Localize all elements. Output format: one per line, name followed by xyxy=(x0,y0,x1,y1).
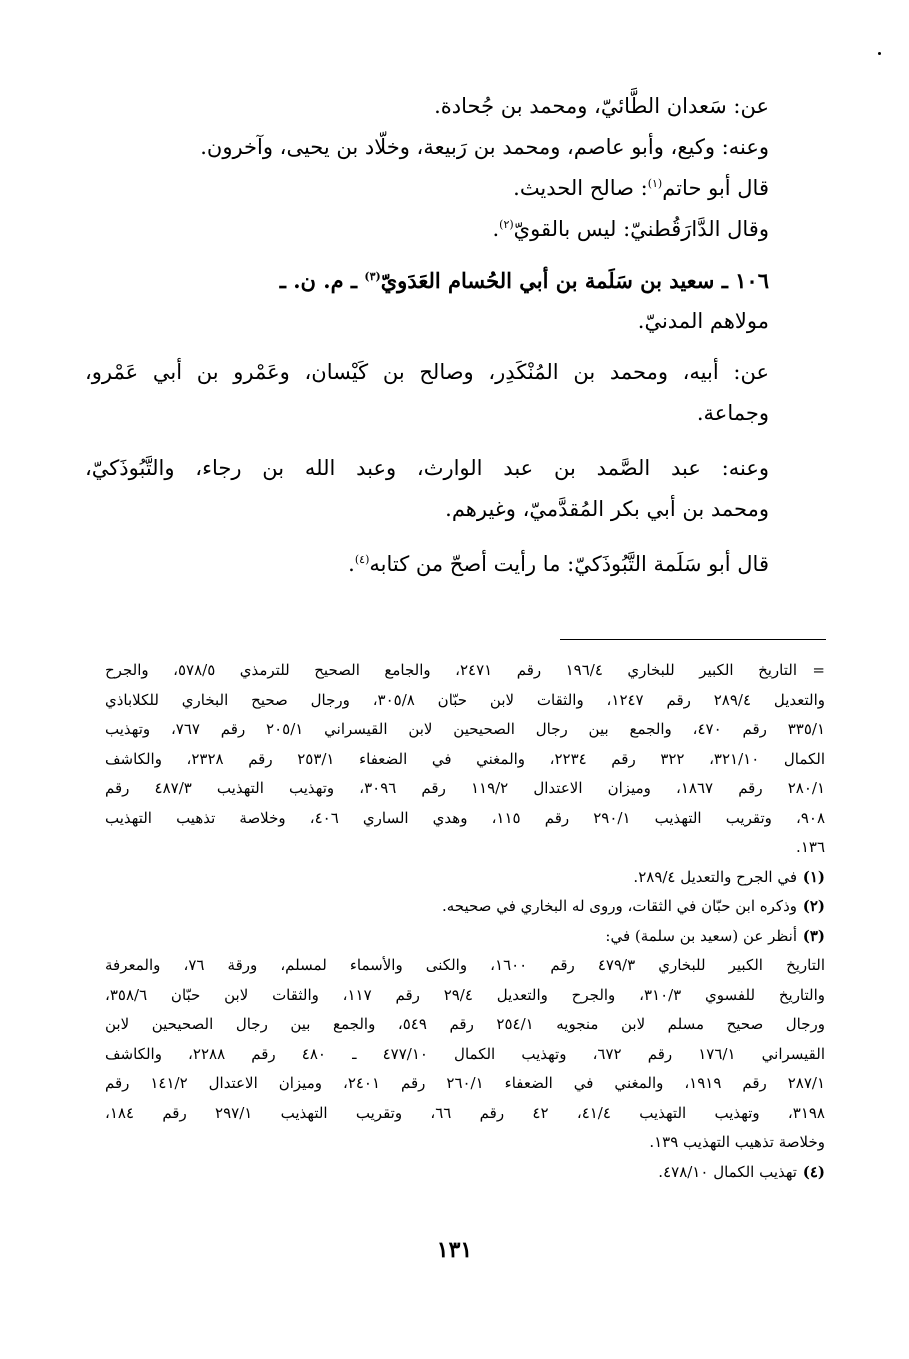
text-run: . xyxy=(348,552,355,576)
footnote-line: ٩٠٨، وتقريب التهذيب ٢٩٠/١ رقم ١١٥، وهدي الساري ٤٠٦، وخلاصة تذهيب التهذيب xyxy=(105,808,826,827)
text-run: وقال الدَّارَقُطنيّ: ليس بالقويّ xyxy=(513,217,769,241)
footnote-line: وخلاصة تذهيب التهذيب ١٣٩. xyxy=(649,1133,825,1151)
footnote-line: ١٣٦. xyxy=(796,838,825,856)
footnote-line: والتاريخ للفسوي ٣١٠/٣، والجرح والتعديل ٢٩/٤ رقم ١١٧، والثقات لابن حبّان ٣٥٨/٦، xyxy=(105,985,826,1004)
footnote-number: (٣) xyxy=(802,926,825,945)
footnote-line: ٢٨٠/١ رقم ١٨٦٧، وميزان الاعتدال ١١٩/٢ رقم ٣٠٩٦، وتهذيب التهذيب ٤٨٧/٣ رقم xyxy=(105,779,825,797)
continuation-marker: = xyxy=(812,661,825,679)
footnote-number: (٢) xyxy=(802,897,825,915)
text-line xyxy=(85,209,769,250)
footnote-1 xyxy=(105,863,825,893)
footnote-line: والتعديل ٢٨٩/٤ رقم ١٢٤٧، والثقات لابن حبّان ٣٠٥/٨، ورجال صحيح البخاري للكلاباذي xyxy=(105,690,826,709)
footnote-line: الكمال ٣٢١/١٠، ٣٢٢ رقم ٢٢٣٤، والمغني في الضعفاء ٢٥٣/١ رقم ٢٣٢٨، والكاشف xyxy=(105,749,826,768)
footnote-text: أنظر عن (سعيد بن سلمة) في: xyxy=(605,926,797,945)
footnote-text: التاريخ الكبير للبخاري ١٩٦/٤ رقم ٢٤٧١، والجامع الصحيح للترمذي ٥٧٨/٥، والجرح xyxy=(105,661,797,679)
footnote-ref[interactable]: (٢) xyxy=(499,218,514,231)
footnote-text: تهذيب الكمال ٤٧٨/١٠. xyxy=(658,1162,797,1181)
entry-heading xyxy=(85,260,769,301)
speck-mark xyxy=(878,52,881,55)
footnote-3 xyxy=(105,922,825,952)
text-run: قال أبو سَلَمة التَّبُوذَكيّ: ما رأيت أصحّ من كتابه xyxy=(369,552,769,576)
text-line: وعنه: وكيع، وأبو عاصم، ومحمد بن رَبيعة، وخلّاد بن يحيى، وآخرون. xyxy=(200,135,769,159)
footnote-line: التاريخ الكبير للبخاري ٤٧٩/٣ رقم ١٦٠٠، والكنى والأسماء لمسلم، ورقة ٧٦، والمعرفة xyxy=(105,956,825,974)
footnote-4 xyxy=(105,1158,825,1188)
footnote-line: ٢٨٧/١ رقم ١٩١٩، والمغني في الضعفاء ٢٦٠/١ رقم ٢٤٠١، وميزان الاعتدال ١٤١/٢ رقم xyxy=(105,1074,826,1092)
footnote-text: وذكره ابن حبّان في الثقات، وروى له البخاري في صحيحه. xyxy=(441,897,797,915)
text-line: عن: سَعدان الطَّائيّ، ومحمد بن جُحادة. xyxy=(434,94,769,118)
footnote-2 xyxy=(105,892,825,922)
entry-codes: ـ م. ن. ـ xyxy=(279,268,365,293)
footnote-ref[interactable]: (٣) xyxy=(364,270,381,283)
footnote-line: القيسراني ١٧٦/١ رقم ٦٧٢، وتهذيب الكمال ٤٧٧/١٠ ـ ٤٨٠ رقم ٢٢٨٨، والكاشف xyxy=(105,1044,825,1063)
entry-title: ١٠٦ ـ سعيد بن سَلَمة بن أبي الحُسام العَدَويّ xyxy=(380,268,769,293)
text-line: وجماعة. xyxy=(696,401,769,425)
footnotes xyxy=(105,656,825,1187)
footnote-text: في الجرح والتعديل ٢٨٩/٤. xyxy=(633,867,797,886)
text-line: مولاهم المدنيّ. xyxy=(637,309,769,333)
footnote-line: ٣٣٥/١ رقم ٤٧٠، والجمع بين رجال الصحيحين لابن القيسراني ٢٠٥/١ رقم ٧٦٧، وتهذيب xyxy=(105,720,825,738)
footnote-line: ٣١٩٨، وتهذيب التهذيب ٤١/٤، ٤٢ رقم ٦٦، وتقريب التهذيب ٢٩٧/١ رقم ١٨٤، xyxy=(105,1103,825,1122)
text-line: وعنه: عبد الصَّمد بن عبد الوارث، وعبد الله بن رجاء، والتَّبُوذَكيّ، xyxy=(85,456,769,480)
footnote-number: (٤) xyxy=(802,1162,825,1181)
text-line: ومحمد بن أبي بكر المُقدَّميّ، وغيرهم. xyxy=(445,497,769,521)
footnote-line: ورجال صحيح مسلم لابن منجويه ٢٥٤/١ رقم ٥٤٩، والجمع بين رجال الصحيحين لابن xyxy=(105,1015,826,1033)
text-run: . xyxy=(492,217,500,241)
text-run: : صالح الحديث. xyxy=(513,176,648,200)
footnote-ref[interactable]: (١) xyxy=(647,177,663,190)
footnote-number: (١) xyxy=(802,867,825,886)
text-line xyxy=(85,544,769,585)
text-line: عن: أبيه، ومحمد بن المُنْكَدِر، وصالح بن كَيْسان، وعَمْرو بن أبي عَمْرو، xyxy=(85,360,769,384)
main-text xyxy=(85,86,769,585)
text-line xyxy=(85,168,769,209)
text-run: قال أبو حاتم xyxy=(662,176,769,200)
footnote-ref[interactable]: (٤) xyxy=(354,553,370,566)
page-number: ١٣١ xyxy=(436,1237,473,1263)
footnote-separator xyxy=(560,639,826,640)
footnote-line xyxy=(105,656,825,686)
